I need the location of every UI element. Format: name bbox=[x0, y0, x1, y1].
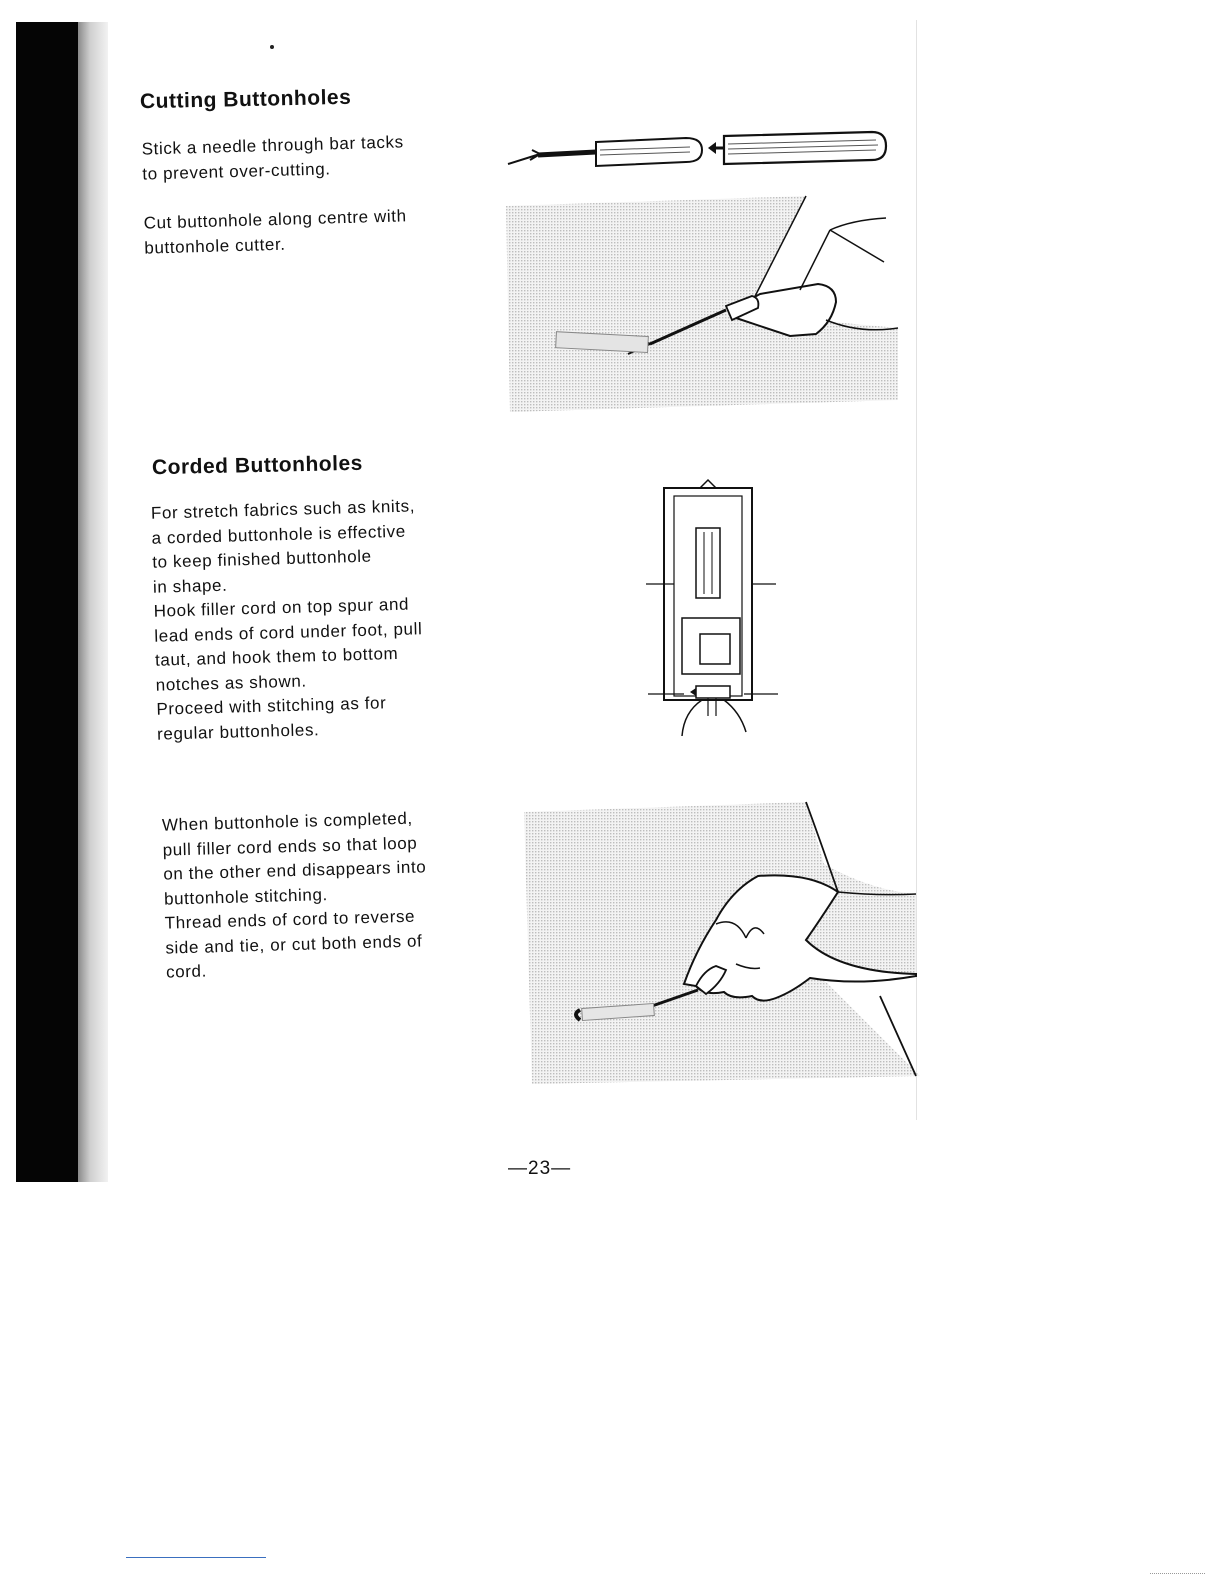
ink-dot bbox=[270, 45, 274, 49]
binding-shadow bbox=[16, 22, 78, 1182]
cutting-step-cut: Cut buttonhole along centre with buttonhole cutter. bbox=[143, 206, 407, 258]
pulling-filler-cord-illustration bbox=[520, 800, 924, 1086]
page-number: —23— bbox=[508, 1158, 572, 1179]
corded-finish-text: When buttonhole is completed, pull filler cord ends so that loop on the other end disappears into buttonhole stitching. Thread ends of cord to reverse side and tie, or cut both ends of cord. bbox=[161, 808, 427, 982]
buttonhole-cutter-illustration bbox=[500, 128, 900, 180]
corded-buttonholes-heading: Corded Buttonholes bbox=[151, 451, 364, 480]
cutting-buttonhole-illustration bbox=[500, 194, 910, 416]
footer-dash bbox=[1150, 1573, 1205, 1575]
footer-rule bbox=[126, 1557, 266, 1558]
cutting-buttonholes-heading: Cutting Buttonholes bbox=[139, 85, 352, 114]
corded-intro-text: For stretch fabrics such as knits, a corded buttonhole is effective to keep finished buttonhole in shape. Hook filler cord on top spur and lead ends of cord under foot, pull taut, and hook them to bottom notches as shown. Proceed with stitching as for regular buttonholes. bbox=[150, 496, 423, 744]
binding-edge bbox=[78, 22, 108, 1182]
buttonhole-foot-illustration bbox=[644, 476, 784, 740]
cutting-step-needle: Stick a needle through bar tacks to prevent over-cutting. bbox=[141, 132, 404, 184]
